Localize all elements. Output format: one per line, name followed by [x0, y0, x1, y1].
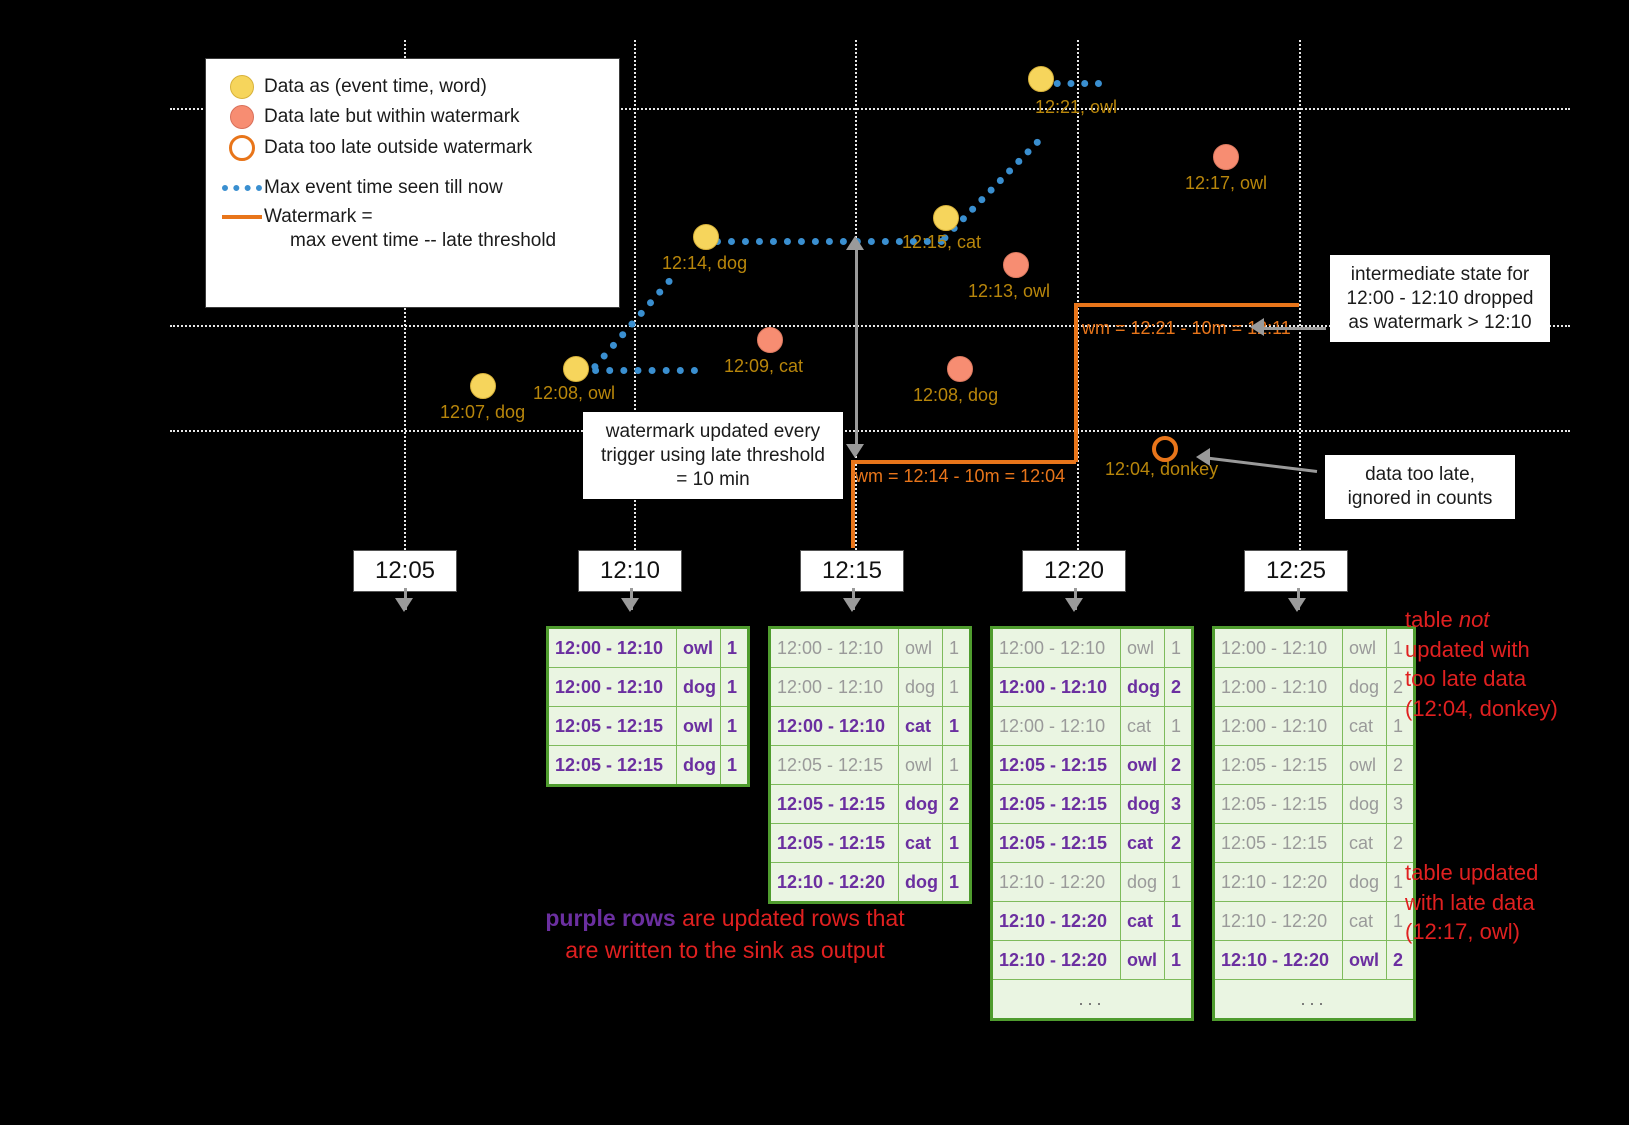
data-point-label: 12:07, dog	[440, 402, 526, 422]
cell-count: 1	[1393, 637, 1404, 658]
cell-window-range: 12:05 - 12:15	[549, 707, 677, 745]
cell-word: owl	[1343, 941, 1387, 979]
data-point-label: 12:21, owl	[1035, 97, 1118, 117]
table-row	[771, 668, 969, 707]
blue-dotted-line-icon	[220, 185, 264, 191]
table-row	[771, 746, 969, 785]
table-ellipsis-cell: ...	[1300, 988, 1328, 1009]
hollow-orange-circle-icon	[220, 135, 264, 161]
cell-count: 1	[1171, 910, 1182, 931]
cell-word: owl	[1343, 746, 1387, 784]
table-row	[1215, 707, 1413, 746]
cell-word: cat	[1121, 707, 1165, 745]
cell-word: dog	[899, 785, 943, 823]
cell-window-range: 12:05 - 12:15	[771, 746, 899, 784]
cell-count: 1	[727, 754, 738, 775]
data-point-1209-cat	[757, 327, 783, 353]
data-point-1208-owl	[563, 356, 589, 382]
table-row	[993, 902, 1191, 941]
table-12-15	[768, 626, 972, 904]
cell-word: cat	[1121, 902, 1165, 940]
legend-item-label: Data as (event time, word)	[264, 76, 487, 97]
time-box-1220[interactable]: 12:20	[1022, 550, 1126, 592]
table-row	[771, 824, 969, 863]
cell-count: 1	[949, 832, 960, 853]
table-12-25	[1212, 626, 1416, 1021]
table-row	[1215, 746, 1413, 785]
callout-arrow-line	[1256, 327, 1326, 330]
cell-count: 1	[1171, 637, 1182, 658]
data-point-1214-dog	[693, 224, 719, 250]
cell-word: owl	[899, 746, 943, 784]
cell-word: dog	[1343, 863, 1387, 901]
note-not-updated	[1405, 605, 1558, 724]
watermark-riser	[1074, 303, 1078, 462]
cell-word: owl	[899, 629, 943, 667]
data-point-1213-owl	[1003, 252, 1029, 278]
table-row	[1215, 824, 1413, 863]
cell-window-range: 12:05 - 12:15	[771, 824, 899, 862]
legend-item-watermark	[220, 205, 605, 253]
cell-window-range: 12:05 - 12:15	[1215, 746, 1343, 784]
note-updated-late	[1405, 858, 1538, 947]
cell-word: cat	[1343, 824, 1387, 862]
note-line: table	[1405, 607, 1459, 632]
cell-window-range: 12:00 - 12:10	[993, 629, 1121, 667]
legend-item-late-within	[220, 105, 605, 129]
cell-count: 1	[727, 637, 738, 658]
cell-window-range: 12:10 - 12:20	[771, 863, 899, 901]
cell-window-range: 12:10 - 12:20	[993, 902, 1121, 940]
table-ellipsis-cell: ...	[1078, 988, 1106, 1009]
cell-word: owl	[1121, 629, 1165, 667]
cell-count: 1	[949, 637, 960, 658]
data-point-1207-dog	[470, 373, 496, 399]
cell-window-range: 12:00 - 12:10	[993, 668, 1121, 706]
cell-count: 2	[1393, 949, 1404, 970]
time-box-1205[interactable]: 12:05	[353, 550, 457, 592]
cell-word: cat	[899, 824, 943, 862]
cell-word: cat	[1121, 824, 1165, 862]
cell-window-range: 12:05 - 12:15	[993, 824, 1121, 862]
legend-panel	[205, 58, 620, 308]
intermediate-state-note	[1330, 255, 1550, 342]
cell-word: dog	[677, 668, 721, 706]
threshold-arrow-head-down	[846, 444, 864, 458]
callout-arrow-head	[1250, 318, 1264, 336]
data-point-label: 12:04, donkey	[1105, 459, 1219, 479]
cell-count: 2	[949, 793, 960, 814]
callout-text: data too late, ignored in counts	[1347, 464, 1493, 509]
cell-count: 2	[1393, 832, 1404, 853]
table-row	[771, 785, 969, 824]
cell-window-range: 12:10 - 12:20	[1215, 863, 1343, 901]
table-row	[1215, 668, 1413, 707]
data-point-label: 12:17, owl	[1185, 173, 1268, 193]
cell-count: 2	[1171, 754, 1182, 775]
data-point-label: 12:14, dog	[662, 253, 748, 273]
cell-count: 2	[1171, 832, 1182, 853]
cell-word: cat	[1343, 902, 1387, 940]
cell-word: dog	[1343, 785, 1387, 823]
cell-window-range: 12:10 - 12:20	[1215, 902, 1343, 940]
table-row	[1215, 902, 1413, 941]
callout-arrow-head	[1196, 448, 1210, 466]
grid-line-vertical	[1299, 40, 1301, 550]
cell-word: owl	[677, 629, 721, 667]
cell-window-range: 12:00 - 12:10	[1215, 707, 1343, 745]
cell-count: 1	[727, 676, 738, 697]
data-point-label: 12:09, cat	[724, 356, 804, 376]
legend-item-too-late	[220, 135, 605, 161]
note-line: (12:17, owl)	[1405, 919, 1520, 945]
cell-word: dog	[899, 668, 943, 706]
table-row	[993, 746, 1191, 785]
cell-window-range: 12:10 - 12:20	[993, 863, 1121, 901]
table-row	[993, 785, 1191, 824]
orange-solid-line-icon	[220, 205, 264, 219]
cell-count: 1	[1171, 871, 1182, 892]
cell-window-range: 12:10 - 12:20	[993, 941, 1121, 979]
cell-window-range: 12:00 - 12:10	[549, 668, 677, 706]
watermark-level-1	[851, 460, 1076, 464]
timeline-arrow-head	[843, 598, 861, 612]
cell-word: owl	[677, 707, 721, 745]
table-row	[549, 629, 747, 668]
table-row	[993, 824, 1191, 863]
time-box-1210[interactable]: 12:10	[578, 550, 682, 592]
table-row	[993, 863, 1191, 902]
watermark-label-2: wm = 12:21 - 10m = 12:11	[1082, 318, 1291, 338]
timeline-arrow-head	[1288, 598, 1306, 612]
table-row	[1215, 941, 1413, 980]
table-row	[549, 746, 747, 784]
timeline-arrow-head	[621, 598, 639, 612]
note-line: (12:04, donkey)	[1405, 696, 1558, 722]
cell-word: dog	[1121, 668, 1165, 706]
cell-count: 1	[1393, 871, 1404, 892]
cell-window-range: 12:05 - 12:15	[771, 785, 899, 823]
cell-word: dog	[677, 746, 721, 784]
data-point-label: 12:08, owl	[533, 383, 616, 403]
cell-window-range: 12:00 - 12:10	[1215, 629, 1343, 667]
callout-text: intermediate state for 12:00 - 12:10 dropped as watermark > 12:10	[1346, 264, 1534, 333]
note-line: table updated	[1405, 860, 1539, 885]
note-line: are updated rows that	[675, 905, 905, 931]
cell-window-range: 12:05 - 12:15	[993, 785, 1121, 823]
cell-window-range: 12:00 - 12:10	[771, 707, 899, 745]
note-purple-rows	[510, 902, 940, 966]
timeline-arrow-head	[395, 598, 413, 612]
note-emphasis: not	[1458, 607, 1490, 632]
time-box-1225[interactable]: 12:25	[1244, 550, 1348, 592]
legend-item-max-event-time	[220, 177, 605, 199]
threshold-arrow-line	[855, 248, 858, 446]
cell-count: 3	[1393, 793, 1404, 814]
table-12-10	[546, 626, 750, 787]
cell-word: owl	[1121, 941, 1165, 979]
data-too-late-note	[1325, 455, 1515, 519]
table-row	[1215, 629, 1413, 668]
cell-count: 1	[1393, 715, 1404, 736]
cell-window-range: 12:05 - 12:15	[1215, 824, 1343, 862]
legend-item-label: Data late but within watermark	[264, 106, 520, 127]
cell-word: dog	[1121, 785, 1165, 823]
cell-count: 3	[1171, 793, 1182, 814]
table-row	[771, 629, 969, 668]
table-row	[1215, 863, 1413, 902]
table-row	[1215, 980, 1413, 1018]
grid-line-horizontal	[170, 430, 1570, 432]
table-row	[993, 941, 1191, 980]
cell-count: 1	[1171, 715, 1182, 736]
cell-word: owl	[1121, 746, 1165, 784]
timeline-arrow-head	[1065, 598, 1083, 612]
legend-item-label: Max event time seen till now	[264, 177, 503, 198]
data-point-label: 12:13, owl	[968, 281, 1051, 301]
table-row	[771, 707, 969, 746]
table-row	[771, 863, 969, 901]
cell-window-range: 12:05 - 12:15	[549, 746, 677, 784]
cell-count: 1	[949, 871, 960, 892]
note-line: updated with	[1405, 636, 1530, 662]
watermark-label-1: wm = 12:14 - 10m = 12:04	[855, 466, 1066, 486]
note-line: too late data	[1405, 666, 1527, 692]
cell-word: cat	[899, 707, 943, 745]
cell-window-range: 12:00 - 12:10	[993, 707, 1121, 745]
legend-item-label: Watermark =	[264, 206, 373, 227]
filled-yellow-circle-icon	[220, 75, 264, 99]
filled-salmon-circle-icon	[220, 105, 264, 129]
data-point-1208-dog	[947, 356, 973, 382]
table-row	[549, 668, 747, 707]
note-line: with late data	[1405, 889, 1535, 915]
data-point-1217-owl	[1213, 144, 1239, 170]
cell-count: 1	[949, 754, 960, 775]
table-row	[993, 707, 1191, 746]
cell-window-range: 12:00 - 12:10	[1215, 668, 1343, 706]
data-point-1215-cat	[933, 205, 959, 231]
cell-word: owl	[1343, 629, 1387, 667]
data-point-1221-owl	[1028, 66, 1054, 92]
cell-window-range: 12:10 - 12:20	[1215, 941, 1343, 979]
cell-count: 2	[1393, 676, 1404, 697]
cell-count: 1	[1171, 949, 1182, 970]
cell-count: 2	[1393, 754, 1404, 775]
data-point-label: 12:15, cat	[902, 232, 982, 252]
cell-word: dog	[1343, 668, 1387, 706]
cell-count: 1	[727, 715, 738, 736]
watermark-update-note	[583, 412, 843, 499]
callout-text: watermark updated every trigger using late threshold = 10 min	[601, 421, 825, 490]
cell-word: cat	[1343, 707, 1387, 745]
cell-count: 1	[1393, 910, 1404, 931]
table-row	[993, 668, 1191, 707]
cell-count: 1	[949, 676, 960, 697]
table-row	[549, 707, 747, 746]
table-12-20	[990, 626, 1194, 1021]
legend-item-label-secondary: max event time -- late threshold	[290, 229, 557, 251]
note-line: are written to the sink as output	[565, 937, 885, 964]
table-row	[993, 980, 1191, 1018]
cell-window-range: 12:05 - 12:15	[993, 746, 1121, 784]
legend-item-data	[220, 75, 605, 99]
watermark-level-2	[1074, 303, 1299, 307]
time-box-1215[interactable]: 12:15	[800, 550, 904, 592]
cell-window-range: 12:00 - 12:10	[771, 668, 899, 706]
cell-word: dog	[899, 863, 943, 901]
data-point-label: 12:08, dog	[913, 385, 999, 405]
table-row	[993, 629, 1191, 668]
cell-window-range: 12:00 - 12:10	[771, 629, 899, 667]
note-emphasis: purple rows	[545, 905, 676, 931]
cell-window-range: 12:05 - 12:15	[1215, 785, 1343, 823]
legend-item-label: Data too late outside watermark	[264, 137, 533, 158]
cell-word: dog	[1121, 863, 1165, 901]
cell-count: 1	[949, 715, 960, 736]
table-row	[1215, 785, 1413, 824]
cell-window-range: 12:00 - 12:10	[549, 629, 677, 667]
cell-count: 2	[1171, 676, 1182, 697]
